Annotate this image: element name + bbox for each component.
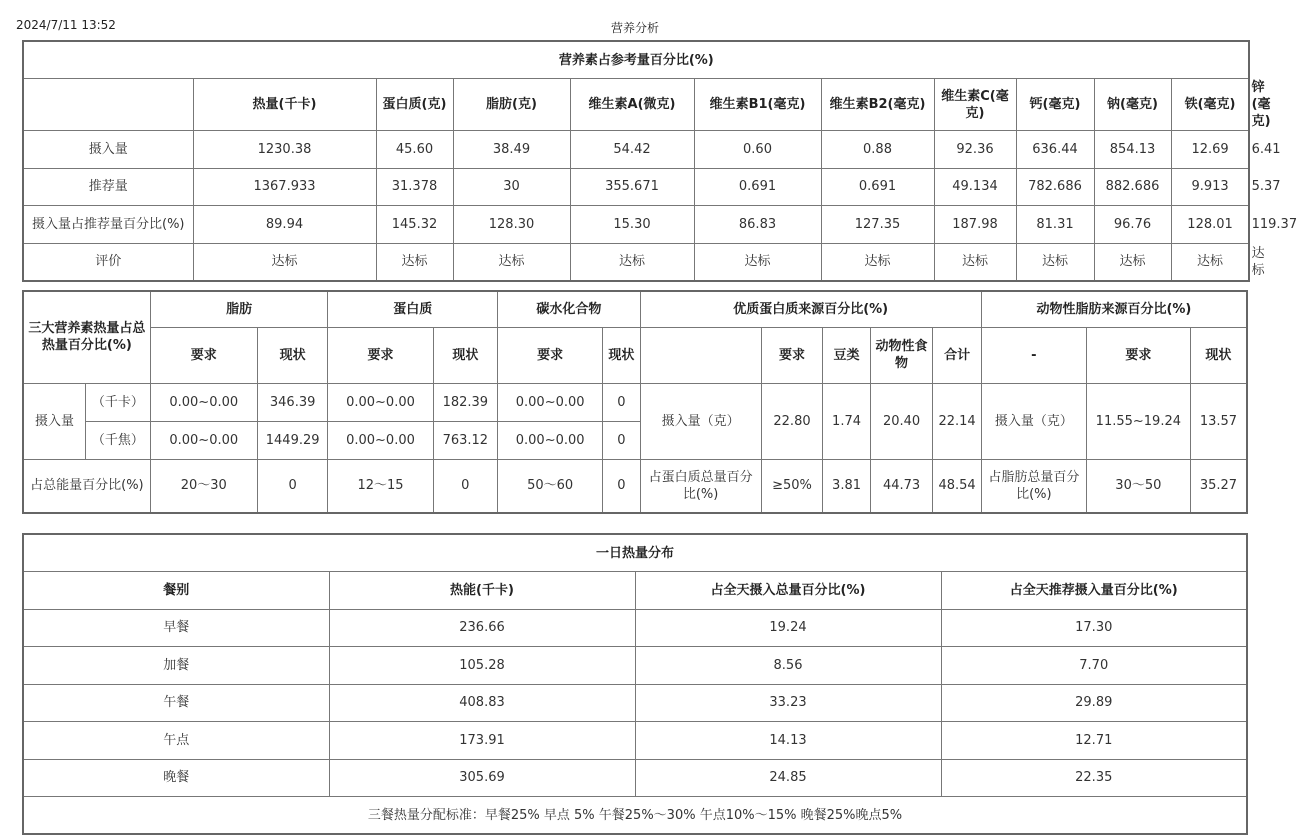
table-row — [23, 684, 1247, 722]
af-pct-label: 占脂肪总量百分比(%) — [981, 459, 1086, 513]
protein-req-header: 要求 — [328, 327, 433, 383]
energy-pct-label: 占总能量百分比(%) — [23, 459, 150, 513]
table-cell: 达标 — [1094, 243, 1171, 281]
table-cell: 29.89 — [941, 684, 1247, 722]
meal-name: 午点 — [23, 722, 329, 760]
quality-protein-header: 优质蛋白质来源百分比(%) — [640, 291, 981, 327]
af-intake-req: 11.55~19.24 — [1086, 383, 1190, 459]
table-cell: 45.60 — [376, 131, 453, 169]
qp-intake-total: 22.14 — [933, 383, 981, 459]
meal-name: 晚餐 — [23, 759, 329, 797]
qp-label-header — [640, 327, 761, 383]
row-label: 评价 — [23, 243, 193, 281]
pct-protein-req: 12～15 — [328, 459, 433, 513]
table-cell: 355.671 — [570, 168, 694, 206]
kcal-fat-req: 0.00~0.00 — [150, 383, 257, 421]
table-cell: 0.691 — [694, 168, 821, 206]
nutrient-col-header: 维生素C(毫克) — [934, 79, 1016, 131]
table-cell: 17.30 — [941, 609, 1247, 647]
kcal-fat-cur: 346.39 — [257, 383, 328, 421]
kcal-carb-cur: 0 — [603, 383, 640, 421]
af-cur-header: 现状 — [1190, 327, 1247, 383]
table-cell: 1367.933 — [193, 168, 376, 206]
af-intake-cur: 13.57 — [1190, 383, 1247, 459]
table-cell: 达标 — [193, 243, 376, 281]
table-cell: 145.32 — [376, 206, 453, 244]
table-cell: 105.28 — [329, 647, 635, 685]
table-cell: 12.71 — [941, 722, 1247, 760]
fat-header: 脂肪 — [150, 291, 328, 327]
table-cell: 33.23 — [635, 684, 941, 722]
kj-label: （千焦） — [86, 421, 151, 459]
table-row — [23, 759, 1247, 797]
row-label: 推荐量 — [23, 168, 193, 206]
pct-fat-cur: 0 — [257, 459, 328, 513]
energy-col-header: 占全天摄入总量百分比(%) — [635, 572, 941, 610]
nutrient-col-header: 热量(千卡) — [193, 79, 376, 131]
kj-fat-req: 0.00~0.00 — [150, 421, 257, 459]
qp-pct-bean: 3.81 — [823, 459, 870, 513]
table-cell: 128.30 — [453, 206, 570, 244]
table-cell: 达标 — [934, 243, 1016, 281]
table-cell: 38.49 — [453, 131, 570, 169]
qp-total-header: 合计 — [933, 327, 981, 383]
qp-animal-header: 动物性食物 — [870, 327, 933, 383]
qp-intake-req: 22.80 — [761, 383, 823, 459]
intake-label: 摄入量 — [23, 383, 86, 459]
table-cell: 54.42 — [570, 131, 694, 169]
table-cell: 8.56 — [635, 647, 941, 685]
table-cell: 236.66 — [329, 609, 635, 647]
fat-req-header: 要求 — [150, 327, 257, 383]
table-row — [23, 647, 1247, 685]
protein-cur-header: 现状 — [433, 327, 498, 383]
protein-header: 蛋白质 — [328, 291, 498, 327]
table-cell: 24.85 — [635, 759, 941, 797]
table-cell: 12.69 — [1171, 131, 1249, 169]
meal-name: 早餐 — [23, 609, 329, 647]
table-cell: 31.378 — [376, 168, 453, 206]
meal-name: 加餐 — [23, 647, 329, 685]
table-cell: 达标 — [694, 243, 821, 281]
table-row: 摄入量占推荐量百分比(%) 89.94 145.32 128.30 15.30 86.83 127.35 187.98 81.31 96.76 128.01 119.37 — [23, 206, 1249, 244]
table-cell: 1230.38 — [193, 131, 376, 169]
kcal-protein-cur: 182.39 — [433, 383, 498, 421]
nutrient-reference-table: 营养素占参考量百分比(%) 热量(千卡) 蛋白质(克) 脂肪(克) 维生素A(微克) 维生素B1(毫克) 维生素B2(毫克) 维生素C(毫克) 钙(毫克) 钠(毫克) 铁(毫克) 锌(毫克) 摄入量 1230.38 45.60 38.49 54.42 0.60 0.88 92.36 636.44 854.13 12.69 6.41 推荐量 1367.933 31.378 30 355.671 0.691 0.691 49.134 782.686 882.686 9.913 5.37 摄入量占推荐量百分比(%) 89.94 145.32 128.30 15.30 86.83 127.35 187.98 81.31 96.76 128.01 119.37 评价 达标 达标 达标 达标 达标 达标 达标 达标 达标 达标 达标 — [22, 40, 1250, 282]
table-cell: 0.88 — [821, 131, 934, 169]
table-cell: 15.30 — [570, 206, 694, 244]
energy-share-corner: 三大营养素热量占总热量百分比(%) — [23, 291, 150, 383]
report-date: 2024/7/11 13:52 — [16, 18, 116, 32]
table-cell: 9.913 — [1171, 168, 1249, 206]
kj-fat-cur: 1449.29 — [257, 421, 328, 459]
table-cell: 173.91 — [329, 722, 635, 760]
table-cell: 30 — [453, 168, 570, 206]
qp-pct-animal: 44.73 — [870, 459, 933, 513]
table-cell: 7.70 — [941, 647, 1247, 685]
nutrient-col-header: 脂肪(克) — [453, 79, 570, 131]
nutrient-col-header: 钠(毫克) — [1094, 79, 1171, 131]
kj-carb-req: 0.00~0.00 — [498, 421, 603, 459]
qp-intake-label: 摄入量（克） — [640, 383, 761, 459]
table-cell: 128.01 — [1171, 206, 1249, 244]
energy-col-header: 餐别 — [23, 572, 329, 610]
af-intake-label: 摄入量（克） — [981, 383, 1086, 459]
table-cell: 89.94 — [193, 206, 376, 244]
kcal-protein-req: 0.00~0.00 — [328, 383, 433, 421]
table-cell: 305.69 — [329, 759, 635, 797]
table-cell: 127.35 — [821, 206, 934, 244]
table-cell: 882.686 — [1094, 168, 1171, 206]
carb-header: 碳水化合物 — [498, 291, 640, 327]
table-cell: 96.76 — [1094, 206, 1171, 244]
page-title: 营养分析 — [610, 21, 659, 35]
energy-col-header: 热能(千卡) — [329, 572, 635, 610]
qp-intake-bean: 1.74 — [823, 383, 870, 459]
daily-energy-title: 一日热量分布 — [23, 534, 1247, 572]
carb-cur-header: 现状 — [603, 327, 640, 383]
table-cell: 14.13 — [635, 722, 941, 760]
af-pct-cur: 35.27 — [1190, 459, 1247, 513]
fat-cur-header: 现状 — [257, 327, 328, 383]
qp-pct-label: 占蛋白质总量百分比(%) — [640, 459, 761, 513]
table-cell: 408.83 — [329, 684, 635, 722]
nutrient-col-header: 钙(毫克) — [1016, 79, 1094, 131]
table-row — [23, 609, 1247, 647]
table-cell: 187.98 — [934, 206, 1016, 244]
table-cell: 86.83 — [694, 206, 821, 244]
row-label: 摄入量 — [23, 131, 193, 169]
qp-intake-animal: 20.40 — [870, 383, 933, 459]
table-cell: 0.60 — [694, 131, 821, 169]
table-cell: 19.24 — [635, 609, 941, 647]
table-cell: 达标 — [570, 243, 694, 281]
daily-energy-table — [22, 533, 1248, 835]
table-cell: 782.686 — [1016, 168, 1094, 206]
corner-cell — [23, 79, 193, 131]
table-cell: 854.13 — [1094, 131, 1171, 169]
kj-carb-cur: 0 — [603, 421, 640, 459]
energy-col-header: 占全天推荐摄入量百分比(%) — [941, 572, 1247, 610]
pct-carb-cur: 0 — [603, 459, 640, 513]
af-dash-header: - — [981, 327, 1086, 383]
table-cell: 636.44 — [1016, 131, 1094, 169]
kcal-carb-req: 0.00~0.00 — [498, 383, 603, 421]
af-req-header: 要求 — [1086, 327, 1190, 383]
table-cell: 达标 — [821, 243, 934, 281]
row-label: 摄入量占推荐量百分比(%) — [23, 206, 193, 244]
kj-protein-req: 0.00~0.00 — [328, 421, 433, 459]
qp-pct-total: 48.54 — [933, 459, 981, 513]
pct-fat-req: 20～30 — [150, 459, 257, 513]
carb-req-header: 要求 — [498, 327, 603, 383]
table-cell: 92.36 — [934, 131, 1016, 169]
table-cell: 达标 — [453, 243, 570, 281]
qp-bean-header: 豆类 — [823, 327, 870, 383]
table-cell: 达标 — [1016, 243, 1094, 281]
table-row: 推荐量 1367.933 31.378 30 355.671 0.691 0.691 49.134 782.686 882.686 9.913 5.37 — [23, 168, 1249, 206]
af-pct-req: 30～50 — [1086, 459, 1190, 513]
table-row: 摄入量 1230.38 45.60 38.49 54.42 0.60 0.88 92.36 636.44 854.13 12.69 6.41 — [23, 131, 1249, 169]
nutrient-col-header: 维生素B2(毫克) — [821, 79, 934, 131]
nutrient-col-header: 铁(毫克) — [1171, 79, 1249, 131]
table-row: 评价 达标 达标 达标 达标 达标 达标 达标 达标 达标 达标 达标 — [23, 243, 1249, 281]
nutrient-col-header: 蛋白质(克) — [376, 79, 453, 131]
pct-carb-req: 50～60 — [498, 459, 603, 513]
qp-pct-req: ≥50% — [761, 459, 823, 513]
table-cell: 0.691 — [821, 168, 934, 206]
table-row — [23, 722, 1247, 760]
meal-name: 午餐 — [23, 684, 329, 722]
pct-protein-cur: 0 — [433, 459, 498, 513]
nutrient-col-header: 维生素B1(毫克) — [694, 79, 821, 131]
table-cell: 达标 — [376, 243, 453, 281]
qp-req-header: 要求 — [761, 327, 823, 383]
animal-fat-header: 动物性脂肪来源百分比(%) — [981, 291, 1247, 327]
nutrient-col-header: 维生素A(微克) — [570, 79, 694, 131]
nutrient-table-title: 营养素占参考量百分比(%) — [23, 41, 1249, 79]
kj-protein-cur: 763.12 — [433, 421, 498, 459]
table-cell: 达标 — [1171, 243, 1249, 281]
distribution-standard-note: 三餐热量分配标准：早餐25% 早点 5% 午餐25%～30% 午点10%～15% 晚餐25%晚点5% — [23, 797, 1247, 835]
macronutrient-table — [22, 290, 1248, 514]
table-cell: 22.35 — [941, 759, 1247, 797]
kcal-label: （千卡） — [86, 383, 151, 421]
table-cell: 49.134 — [934, 168, 1016, 206]
table-cell: 81.31 — [1016, 206, 1094, 244]
